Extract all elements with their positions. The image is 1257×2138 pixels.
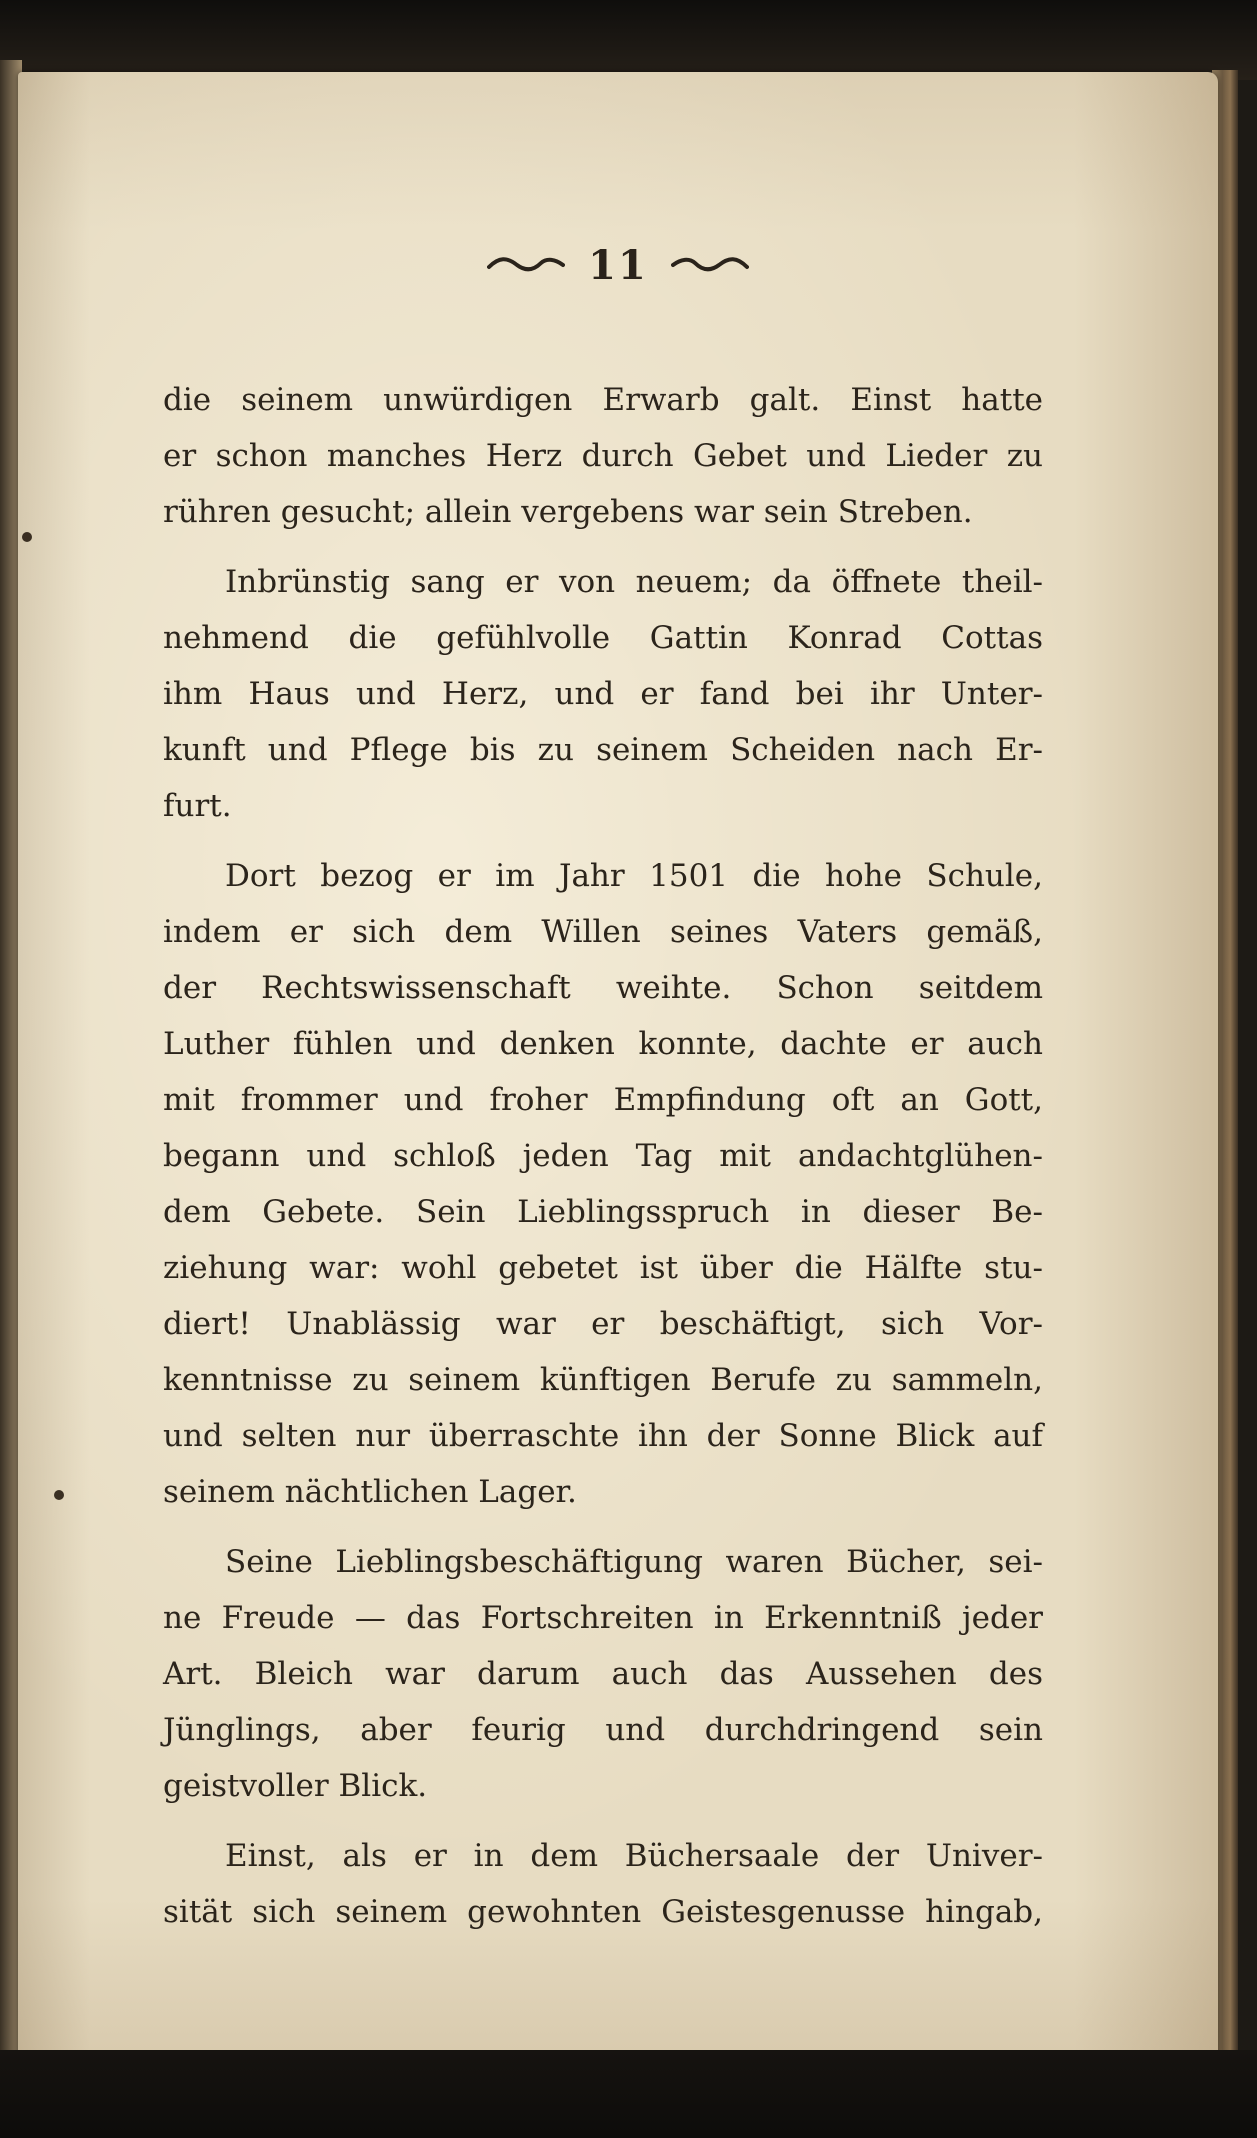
text-line: er schon manches Herz durch Gebet und Lieder zu [163,438,1043,474]
scan-background-bottom [0,2050,1257,2138]
book-page [18,72,1218,2057]
text-line: nehmend die gefühlvolle Gattin Konrad Cottas [163,620,1043,656]
text-line: Seine Lieblingsbeschäftigung waren Bücher, sei- [225,1544,1043,1580]
text-line: der Rechtswissenschaft weihte. Schon seitdem [163,970,1043,1006]
text-line: und selten nur überraschte ihn der Sonne Blick auf [163,1418,1043,1454]
text-line: kenntnisse zu seinem künftigen Berufe zu sammeln, [163,1362,1043,1398]
text-line: ihm Haus und Herz, und er fand bei ihr Unter- [163,676,1043,712]
text-line: Art. Bleich war darum auch das Aussehen des [163,1656,1043,1692]
page-header [18,232,1218,289]
text-line: kunft und Pflege bis zu seinem Scheiden nach Er- [163,732,1043,768]
right-ornament-icon [671,255,749,275]
text-line: Inbrünstig sang er von neuem; da öffnete theil- [225,564,1043,600]
margin-mark [54,1490,64,1500]
text-line: geistvoller Blick. [163,1768,428,1804]
text-line: indem er sich dem Willen seines Vaters gemäß, [163,914,1043,950]
page-number: 11 [588,242,648,289]
margin-mark [22,532,32,542]
text-line: die seinem unwürdigen Erwarb galt. Einst hatte [163,382,1043,418]
text-line: diert! Unablässig war er beschäftigt, sich Vor- [163,1306,1043,1342]
text-line: rühren gesucht; allein vergebens war sein Streben. [163,494,973,530]
scan-background-top [0,0,1257,80]
text-line: mit frommer und froher Empfindung oft an Gott, [163,1082,1043,1118]
text-line: Dort bezog er im Jahr 1501 die hohe Schule, [225,858,1043,894]
text-line: dem Gebete. Sein Lieblingsspruch in dieser Be- [163,1194,1043,1230]
text-line: Einst, als er in dem Büchersaale der Univer- [225,1838,1043,1874]
body-text [163,372,1043,1940]
text-line: seinem nächtlichen Lager. [163,1474,577,1510]
text-line: begann und schloß jeden Tag mit andachtglühen- [163,1138,1043,1174]
text-line: Jünglings, aber feurig und durchdringend sein [163,1712,1043,1748]
text-line: Luther fühlen und denken konnte, dachte er auch [163,1026,1043,1062]
text-line: ziehung war: wohl gebetet ist über die Hälfte stu- [163,1250,1043,1286]
text-line: furt. [163,788,232,824]
text-line: ne Freude — das Fortschreiten in Erkenntniß jeder [163,1600,1043,1636]
left-ornament-icon [487,255,565,275]
text-line: sität sich seinem gewohnten Geistesgenusse hingab, [163,1894,1043,1930]
